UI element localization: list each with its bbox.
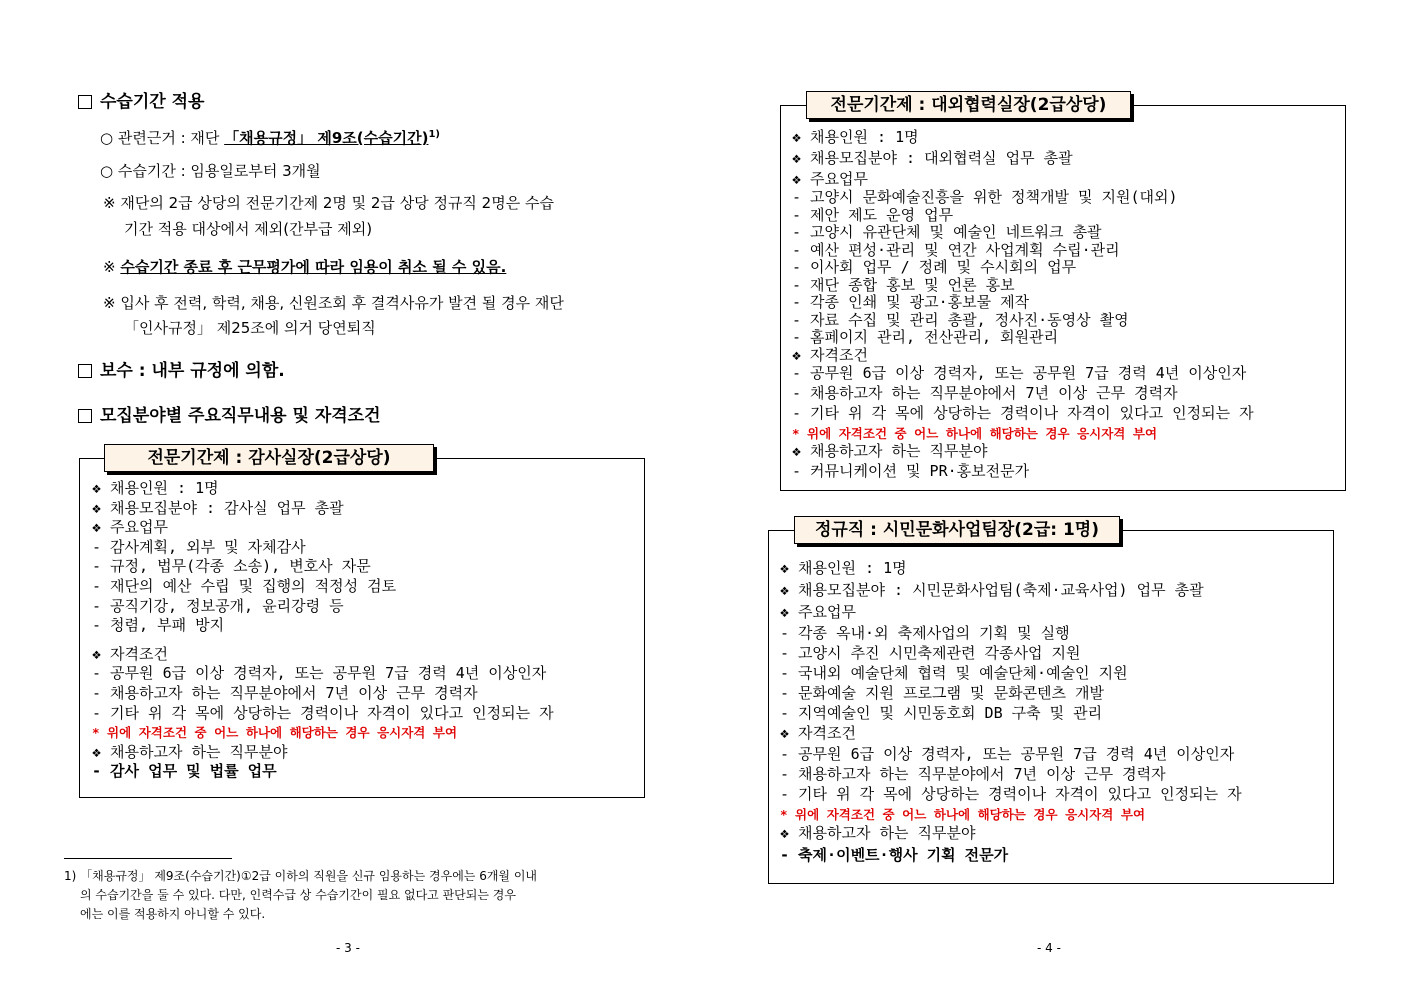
list-item: - 홈페이지 관리, 전산관리, 회원관리 bbox=[792, 328, 1059, 346]
note-exemption-line2: 기간 적용 대상에서 제외(간부급 제외) bbox=[124, 220, 373, 238]
list-item: ❖ 채용인원 : 1명 bbox=[792, 128, 919, 146]
footnote-line2: 의 수습기간을 둘 수 있다. 다만, 인력수급 상 수습기간이 필요 없다고 판단되는 경우 bbox=[80, 888, 516, 902]
footnote-ref: 1) bbox=[428, 129, 440, 140]
list-item: - 고양시 추진 시민축제관련 각종사업 지원 bbox=[780, 644, 1081, 662]
list-item: ❖ 주요업무 bbox=[92, 518, 169, 537]
list-item: - 채용하고자 하는 직무분야에서 7년 이상 근무 경력자 bbox=[792, 383, 1178, 402]
list-item: ❖ 채용하고자 하는 직무분야 bbox=[792, 441, 988, 460]
note-cancellation: ※ 수습기간 종료 후 근무평가에 따라 임용이 취소 될 수 있음. bbox=[103, 258, 507, 276]
list-item: - 공무원 6급 이상 경력자, 또는 공무원 7급 경력 4년 이상인자 bbox=[780, 745, 1235, 763]
list-item: ❖ 주요업무 bbox=[792, 170, 869, 188]
list-item: - 각종 인쇄 및 광고·홍보물 제작 bbox=[792, 293, 1030, 311]
list-item: ❖ 자격조건 bbox=[92, 644, 169, 663]
job-box-external-title: 전문기간제 : 대외협력실장(2급상당) bbox=[806, 91, 1131, 119]
note-exemption-line1: ※ 재단의 2급 상당의 전문기간제 2명 및 2급 상당 정규직 2명은 수습 bbox=[103, 194, 554, 212]
list-item: ❖ 자격조건 bbox=[792, 345, 869, 364]
list-item: - 이사회 업무 / 정례 및 수시회의 업무 bbox=[792, 258, 1077, 276]
list-item: - 공무원 6급 이상 경력자, 또는 공무원 7급 경력 4년 이상인자 bbox=[92, 664, 547, 683]
list-item: - 재단의 예산 수립 및 집행의 적정성 검토 bbox=[92, 576, 397, 595]
list-item: ❖ 채용인원 : 1명 bbox=[780, 559, 907, 577]
list-item: - 축제·이벤트·행사 기획 전문가 bbox=[780, 846, 1009, 864]
regulation-ref: 「채용규정」 제9조(수습기간) bbox=[224, 129, 429, 147]
qualification-note: * 위에 자격조건 중 어느 하나에 해당하는 경우 응시자격 부여 bbox=[92, 725, 458, 741]
list-item: - 자료 수집 및 관리 총괄, 정사진·동영상 촬영 bbox=[792, 310, 1129, 329]
list-item: - 규정, 법무(각종 소송), 변호사 자문 bbox=[92, 557, 371, 576]
list-item: ❖ 자격조건 bbox=[780, 724, 857, 742]
page-number-left: - 3 - bbox=[336, 941, 360, 955]
list-item: - 고양시 문화예술진흥을 위한 정책개발 및 지원(대외) bbox=[792, 188, 1178, 206]
checkbox-square-icon bbox=[78, 364, 92, 378]
list-item: - 공무원 6급 이상 경력자, 또는 공무원 7급 경력 4년 이상인자 bbox=[792, 363, 1247, 382]
section-heading-probation: 수습기간 적용 bbox=[78, 87, 204, 112]
list-item: - 문화예술 지원 프로그램 및 문화콘텐츠 개발 bbox=[780, 684, 1105, 702]
list-item: ❖ 채용모집분야 : 대외협력실 업무 총괄 bbox=[792, 149, 1073, 167]
list-item: - 공직기강, 정보공개, 윤리강령 등 bbox=[92, 596, 344, 615]
list-item: - 기타 위 각 목에 상당하는 경력이나 자격이 있다고 인정되는 자 bbox=[780, 785, 1242, 803]
checkbox-square-icon bbox=[78, 409, 92, 423]
list-item: ❖ 채용하고자 하는 직무분야 bbox=[780, 824, 976, 842]
list-item: - 제안 제도 운영 업무 bbox=[792, 205, 954, 224]
list-item: - 고양시 유관단체 및 예술인 네트워크 총괄 bbox=[792, 223, 1102, 241]
period-line: ○ 수습기간 : 임용일로부터 3개월 bbox=[100, 162, 321, 180]
list-item: - 감사 업무 및 법률 업무 bbox=[92, 762, 277, 781]
job-box-audit-list bbox=[92, 479, 554, 782]
list-item: - 예산 편성·관리 및 연간 사업계획 수립·관리 bbox=[792, 240, 1120, 259]
section-heading-salary: 보수 : 내부 규정에 의함. bbox=[78, 356, 285, 381]
job-box-audit-title: 전문기간제 : 감사실장(2급상당) bbox=[104, 444, 434, 472]
list-item: - 재단 종합 홍보 및 언론 홍보 bbox=[792, 275, 1015, 294]
footnote-line3: 에는 이를 적용하지 아니할 수 있다. bbox=[80, 907, 266, 921]
list-item: ❖ 채용모집분야 : 시민문화사업팀(축제·교육사업) 업무 총괄 bbox=[780, 581, 1204, 599]
note-dismissal-line1: ※ 입사 후 전력, 학력, 채용, 신원조회 후 결격사유가 발견 될 경우 재단 bbox=[103, 294, 564, 312]
qualification-note: * 위에 자격조건 중 어느 하나에 해당하는 경우 응시자격 부여 bbox=[780, 807, 1146, 822]
footnote-line1: 1) 「채용규정」 제9조(수습기간)①2급 이하의 직원을 신규 임용하는 경우에는 6개월 이내 bbox=[64, 869, 538, 883]
note-dismissal-line2: 「인사규정」 제25조에 의거 당연퇴직 bbox=[124, 319, 376, 337]
list-item: - 각종 옥내·외 축제사업의 기획 및 실행 bbox=[780, 624, 1070, 642]
list-item: - 채용하고자 하는 직무분야에서 7년 이상 근무 경력자 bbox=[92, 683, 478, 702]
list-item: - 기타 위 각 목에 상당하는 경력이나 자격이 있다고 인정되는 자 bbox=[92, 703, 554, 722]
basis-line: ○ 관련근거 : 재단 「채용규정」 제9조(수습기간)$^{1)}$ bbox=[100, 129, 440, 147]
section-heading-duties: 모집분야별 주요직무내용 및 자격조건 bbox=[78, 401, 381, 426]
list-item: ❖ 채용하고자 하는 직무분야 bbox=[92, 742, 288, 761]
list-item: ❖ 주요업무 bbox=[780, 603, 857, 621]
footnote-rule bbox=[64, 858, 232, 859]
list-item: - 감사계획, 외부 및 자체감사 bbox=[92, 537, 306, 556]
list-item: - 채용하고자 하는 직무분야에서 7년 이상 근무 경력자 bbox=[780, 765, 1166, 783]
checkbox-square-icon bbox=[78, 95, 92, 109]
list-item: - 커뮤니케이션 및 PR·홍보전문가 bbox=[792, 461, 1030, 480]
list-item: ❖ 채용모집분야 : 감사실 업무 총괄 bbox=[92, 498, 344, 517]
list-item: ❖ 채용인원 : 1명 bbox=[92, 479, 219, 497]
job-box-external-list bbox=[792, 128, 1254, 482]
list-item: - 기타 위 각 목에 상당하는 경력이나 자격이 있다고 인정되는 자 bbox=[792, 403, 1254, 422]
list-item: - 국내외 예술단체 협력 및 예술단체·예술인 지원 bbox=[780, 664, 1128, 682]
page-number-right: - 4 - bbox=[1037, 941, 1061, 955]
list-item: - 지역예술인 및 시민동호회 DB 구축 및 관리 bbox=[780, 704, 1103, 722]
job-box-civic-title: 정규직 : 시민문화사업팀장(2급: 1명) bbox=[794, 516, 1120, 544]
list-item: - 청렴, 부패 방지 bbox=[92, 616, 225, 635]
job-box-civic-list bbox=[780, 559, 1242, 868]
qualification-note: * 위에 자격조건 중 어느 하나에 해당하는 경우 응시자격 부여 bbox=[792, 425, 1158, 441]
